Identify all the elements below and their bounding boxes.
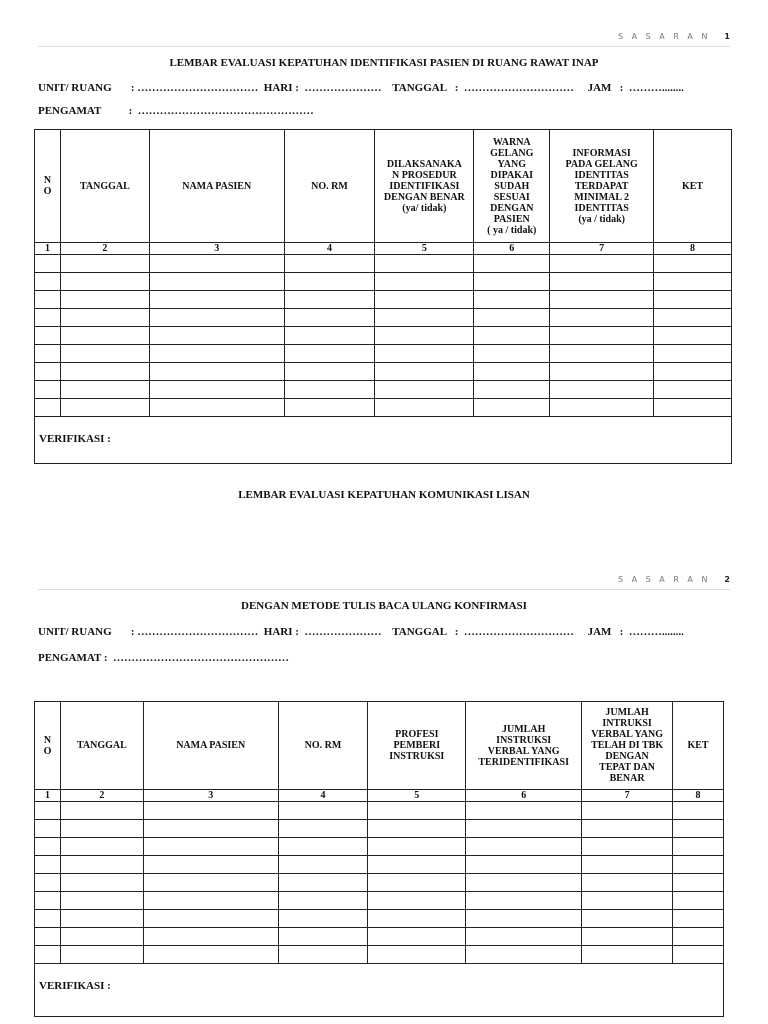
table-cell[interactable]	[149, 255, 284, 273]
table-cell[interactable]	[278, 820, 368, 838]
table-cell[interactable]	[278, 856, 368, 874]
table-cell[interactable]	[278, 892, 368, 910]
table-cell[interactable]	[35, 345, 61, 363]
table-cell[interactable]	[60, 399, 149, 417]
table-cell[interactable]	[143, 838, 278, 856]
table-cell[interactable]	[149, 327, 284, 345]
page-number: 1	[724, 32, 730, 41]
col-header-nama-pasien: NAMA PASIEN	[149, 130, 284, 243]
table-cell[interactable]	[284, 273, 375, 291]
table-cell[interactable]	[60, 291, 149, 309]
table-cell[interactable]	[466, 856, 582, 874]
table-cell[interactable]	[35, 838, 61, 856]
table-cell[interactable]	[60, 381, 149, 399]
table-row	[35, 363, 732, 381]
table-cell[interactable]	[582, 928, 673, 946]
table-cell[interactable]	[368, 856, 466, 874]
column-number-row	[35, 790, 724, 802]
table-cell[interactable]	[375, 291, 474, 309]
table-cell[interactable]	[474, 399, 550, 417]
table-cell[interactable]	[143, 802, 278, 820]
table-cell[interactable]	[375, 381, 474, 399]
table-cell[interactable]	[375, 273, 474, 291]
table-cell[interactable]	[673, 802, 724, 820]
table-cell[interactable]	[35, 273, 61, 291]
table-cell[interactable]	[474, 309, 550, 327]
table-row	[35, 874, 724, 892]
table-cell[interactable]	[60, 345, 149, 363]
table-cell[interactable]	[278, 802, 368, 820]
middle-title: LEMBAR EVALUASI KEPATUHAN KOMUNIKASI LISAN	[238, 489, 530, 501]
evaluation-table-1	[34, 129, 732, 464]
table-row	[35, 291, 732, 309]
sasaran-label: S A S A R A N	[618, 575, 711, 584]
table-cell[interactable]	[654, 381, 732, 399]
table-cell[interactable]	[474, 381, 550, 399]
column-number: 4	[284, 243, 375, 255]
table-cell[interactable]	[466, 874, 582, 892]
table-cell[interactable]	[368, 928, 466, 946]
table-cell[interactable]	[149, 291, 284, 309]
table-cell[interactable]	[278, 874, 368, 892]
table-cell[interactable]	[375, 255, 474, 273]
table-cell[interactable]	[284, 291, 375, 309]
table-cell[interactable]	[284, 399, 375, 417]
table-cell[interactable]	[466, 802, 582, 820]
table-cell[interactable]	[582, 820, 673, 838]
table-cell[interactable]	[582, 946, 673, 964]
table-cell[interactable]	[35, 892, 61, 910]
pengamat-line-2: PENGAMAT : …………………………………………	[38, 652, 290, 664]
header-row	[35, 702, 724, 790]
table-cell[interactable]	[466, 820, 582, 838]
table-cell[interactable]	[35, 928, 61, 946]
table-cell[interactable]	[284, 255, 375, 273]
table-cell[interactable]	[673, 856, 724, 874]
table-cell[interactable]	[582, 910, 673, 928]
table-cell[interactable]	[673, 838, 724, 856]
table-cell[interactable]	[466, 928, 582, 946]
table-cell[interactable]	[474, 273, 550, 291]
column-number: 5	[368, 790, 466, 802]
table-cell[interactable]	[474, 327, 550, 345]
table-cell[interactable]	[582, 874, 673, 892]
column-number: 2	[60, 243, 149, 255]
table-cell[interactable]	[375, 309, 474, 327]
table-cell[interactable]	[474, 255, 550, 273]
table-cell[interactable]	[582, 802, 673, 820]
col-header-warna-gelang: WARNA GELANG YANG DIPAKAI SUDAH SESUAI DENGAN PASIEN ( ya / tidak)	[474, 130, 550, 243]
table-cell[interactable]	[368, 838, 466, 856]
col-header-informasi-gelang: INFORMASI PADA GELANG IDENTITAS TERDAPAT MINIMAL 2 IDENTITAS (ya / tidak)	[550, 130, 654, 243]
table-row	[35, 399, 732, 417]
table-cell[interactable]	[35, 874, 61, 892]
column-number: 7	[582, 790, 673, 802]
col-header-jumlah-tbk: JUMLAH INTRUKSI VERBAL YANG TELAH DI TBK DENGAN TEPAT DAN BENAR	[582, 702, 673, 790]
table-cell[interactable]	[368, 802, 466, 820]
table-cell[interactable]	[35, 309, 61, 327]
table-cell[interactable]	[466, 946, 582, 964]
table-cell[interactable]	[654, 291, 732, 309]
table-cell[interactable]	[60, 802, 143, 820]
unit-ruang-line-1: UNIT/ RUANG : …………………………… HARI : ………………… TANGGAL : ………………………… JAM : ………........	[38, 82, 684, 94]
table-cell[interactable]	[35, 255, 61, 273]
table-row	[35, 255, 732, 273]
table-row	[35, 820, 724, 838]
table-cell[interactable]	[550, 327, 654, 345]
table-cell[interactable]	[654, 309, 732, 327]
table-cell[interactable]	[278, 910, 368, 928]
table-cell[interactable]	[60, 327, 149, 345]
col-header-tanggal: TANGGAL	[60, 130, 149, 243]
page-header-2	[38, 575, 730, 590]
table-cell[interactable]	[654, 255, 732, 273]
table-cell[interactable]	[35, 381, 61, 399]
table-cell[interactable]	[35, 291, 61, 309]
table-cell[interactable]	[368, 874, 466, 892]
table-cell[interactable]	[143, 892, 278, 910]
table-row	[35, 928, 724, 946]
form-title-2: DENGAN METODE TULIS BACA ULANG KONFIRMASI	[241, 600, 527, 612]
table-row	[35, 838, 724, 856]
table-cell[interactable]	[60, 910, 143, 928]
table-cell[interactable]	[60, 892, 143, 910]
table-row	[35, 309, 732, 327]
table-cell[interactable]	[474, 345, 550, 363]
table-row	[35, 856, 724, 874]
col-header-profesi: PROFESI PEMBERI INSTRUKSI	[368, 702, 466, 790]
table-cell[interactable]	[60, 838, 143, 856]
table-cell[interactable]	[284, 309, 375, 327]
table-cell[interactable]	[673, 892, 724, 910]
table-cell[interactable]	[582, 892, 673, 910]
table-cell[interactable]	[35, 820, 61, 838]
column-number: 3	[143, 790, 278, 802]
column-number: 1	[35, 790, 61, 802]
table-cell[interactable]	[60, 309, 149, 327]
table-cell[interactable]	[60, 820, 143, 838]
table-cell[interactable]	[60, 946, 143, 964]
table-cell[interactable]	[149, 345, 284, 363]
verifikasi-label: VERIFIKASI :	[35, 964, 724, 1017]
table-cell[interactable]	[582, 838, 673, 856]
table-cell[interactable]	[149, 273, 284, 291]
table-cell[interactable]	[60, 363, 149, 381]
form-title-1: LEMBAR EVALUASI KEPATUHAN IDENTIFIKASI PASIEN DI RUANG RAWAT INAP	[169, 57, 599, 69]
table-cell[interactable]	[582, 856, 673, 874]
page-number: 2	[724, 575, 730, 584]
col-header-jumlah-instruksi: JUMLAH INSTRUKSI VERBAL YANG TERIDENTIFIKASI	[466, 702, 582, 790]
table-cell[interactable]	[673, 910, 724, 928]
table-cell[interactable]	[368, 946, 466, 964]
col-header-no: N O	[35, 130, 61, 243]
table-cell[interactable]	[284, 327, 375, 345]
table-cell[interactable]	[284, 363, 375, 381]
table-row	[35, 381, 732, 399]
table-cell[interactable]	[654, 327, 732, 345]
col-header-no: N O	[35, 702, 61, 790]
verifikasi-row	[35, 964, 724, 1017]
col-header-ket: KET	[673, 702, 724, 790]
table-cell[interactable]	[278, 838, 368, 856]
table-cell[interactable]	[550, 273, 654, 291]
table-cell[interactable]	[60, 874, 143, 892]
table-cell[interactable]	[143, 946, 278, 964]
table-cell[interactable]	[35, 946, 61, 964]
col-header-no-rm: NO. RM	[278, 702, 368, 790]
table-cell[interactable]	[278, 946, 368, 964]
table-cell[interactable]	[143, 910, 278, 928]
column-number: 4	[278, 790, 368, 802]
table-cell[interactable]	[284, 381, 375, 399]
table-cell[interactable]	[654, 345, 732, 363]
column-number: 1	[35, 243, 61, 255]
table-cell[interactable]	[60, 255, 149, 273]
col-header-tanggal: TANGGAL	[60, 702, 143, 790]
pengamat-line-1: PENGAMAT : …………………………………………	[38, 105, 314, 117]
table-cell[interactable]	[149, 399, 284, 417]
table-cell[interactable]	[60, 928, 143, 946]
table-row	[35, 946, 724, 964]
table-cell[interactable]	[284, 345, 375, 363]
table-cell[interactable]	[550, 255, 654, 273]
col-header-nama-pasien: NAMA PASIEN	[143, 702, 278, 790]
col-header-ket: KET	[654, 130, 732, 243]
table-cell[interactable]	[654, 399, 732, 417]
table-cell[interactable]	[375, 345, 474, 363]
table-cell[interactable]	[368, 892, 466, 910]
table-cell[interactable]	[673, 928, 724, 946]
table-cell[interactable]	[143, 874, 278, 892]
column-number: 6	[474, 243, 550, 255]
table-row	[35, 892, 724, 910]
table-cell[interactable]	[673, 874, 724, 892]
verifikasi-label: VERIFIKASI :	[35, 417, 732, 464]
table-cell[interactable]	[35, 802, 61, 820]
table-cell[interactable]	[375, 327, 474, 345]
table-cell[interactable]	[278, 928, 368, 946]
column-number: 7	[550, 243, 654, 255]
table-cell[interactable]	[654, 273, 732, 291]
table-cell[interactable]	[35, 399, 61, 417]
table-cell[interactable]	[143, 856, 278, 874]
header-row	[35, 130, 732, 243]
table-cell[interactable]	[35, 910, 61, 928]
table-cell[interactable]	[143, 820, 278, 838]
table-row	[35, 910, 724, 928]
table-cell[interactable]	[35, 856, 61, 874]
table-cell[interactable]	[550, 399, 654, 417]
table-cell[interactable]	[466, 892, 582, 910]
column-number: 5	[375, 243, 474, 255]
table-cell[interactable]	[474, 291, 550, 309]
table-cell[interactable]	[550, 291, 654, 309]
evaluation-table-2	[34, 701, 724, 1017]
table-cell[interactable]	[149, 363, 284, 381]
table-cell[interactable]	[60, 273, 149, 291]
table-cell[interactable]	[375, 399, 474, 417]
table-row	[35, 345, 732, 363]
table-cell[interactable]	[149, 309, 284, 327]
table-cell[interactable]	[673, 946, 724, 964]
sasaran-label: S A S A R A N	[618, 32, 711, 41]
table-cell[interactable]	[673, 820, 724, 838]
table-cell[interactable]	[149, 381, 284, 399]
table-cell[interactable]	[550, 363, 654, 381]
col-header-no-rm: NO. RM	[284, 130, 375, 243]
table-cell[interactable]	[550, 309, 654, 327]
table-cell[interactable]	[143, 928, 278, 946]
page-header-1	[38, 32, 730, 47]
table-cell[interactable]	[368, 820, 466, 838]
table-row	[35, 802, 724, 820]
table-cell[interactable]	[466, 838, 582, 856]
column-number: 8	[673, 790, 724, 802]
table-cell[interactable]	[550, 381, 654, 399]
table-cell[interactable]	[466, 910, 582, 928]
table-cell[interactable]	[654, 363, 732, 381]
column-number: 8	[654, 243, 732, 255]
column-number: 3	[149, 243, 284, 255]
verifikasi-row	[35, 417, 732, 464]
unit-ruang-line-2: UNIT/ RUANG : …………………………… HARI : ………………… TANGGAL : ………………………… JAM : ………........	[38, 626, 684, 638]
table-cell[interactable]	[375, 363, 474, 381]
table-row	[35, 327, 732, 345]
col-header-prosedur: DILAKSANAKA N PROSEDUR IDENTIFIKASI DENGAN BENAR (ya/ tidak)	[375, 130, 474, 243]
table-cell[interactable]	[35, 363, 61, 381]
table-cell[interactable]	[60, 856, 143, 874]
column-number: 2	[60, 790, 143, 802]
table-cell[interactable]	[474, 363, 550, 381]
table-cell[interactable]	[35, 327, 61, 345]
column-number: 6	[466, 790, 582, 802]
column-number-row	[35, 243, 732, 255]
table-cell[interactable]	[368, 910, 466, 928]
table-cell[interactable]	[550, 345, 654, 363]
table-row	[35, 273, 732, 291]
